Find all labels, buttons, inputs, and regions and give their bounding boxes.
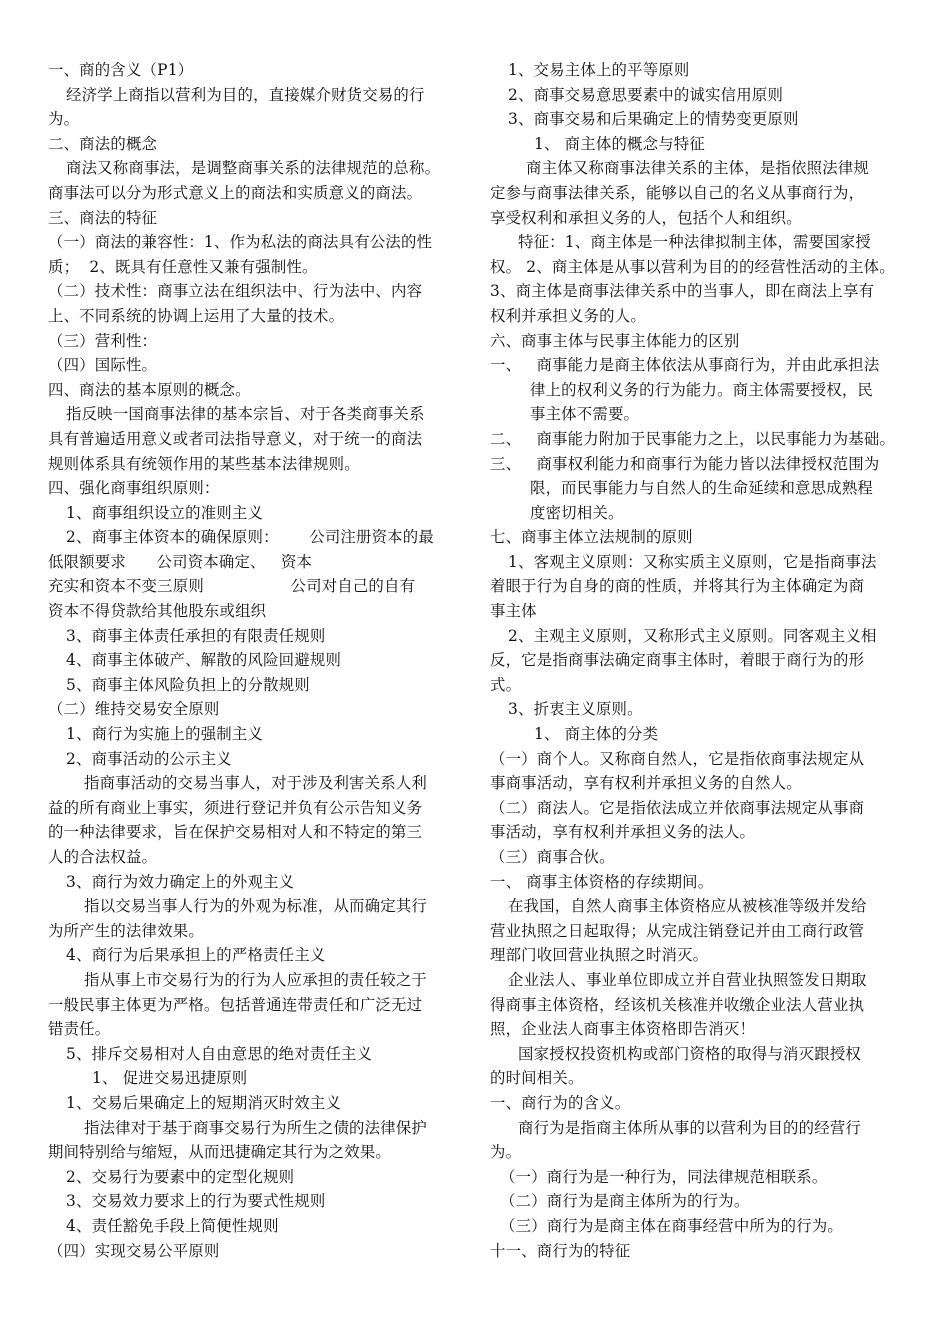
text-line: （一）商行为是一种行为，同法律规范相联系。 bbox=[500, 1167, 828, 1186]
text-line: 二、商法的概念 bbox=[48, 134, 158, 153]
text-line: 商主体又称商事法律关系的主体，是指依照法律规 bbox=[526, 159, 869, 178]
text-line: 一、商的含义（P1） bbox=[48, 61, 194, 79]
text-line: 四、强化商事组织原则： bbox=[48, 479, 220, 498]
text-line: 照，企业法人商事主体资格即告消灭！ bbox=[490, 1020, 756, 1039]
text-line: 定参与商事法律关系，能够以自己的名义从事商行为， bbox=[490, 183, 865, 202]
text-line: 二、 商事能力附加于民事能力之上，以民事能力为基础。 bbox=[490, 429, 896, 448]
text-line: 2、主观主义原则，又称形式主义原则。同客观主义相 bbox=[508, 626, 877, 645]
text-line: 限，而民事能力与自然人的生命延续和意思成熟程 bbox=[530, 479, 873, 498]
text-line: 享受权利和承担义务的人，包括个人和组织。 bbox=[490, 208, 802, 227]
text-line: 指商事活动的交易当事人，对于涉及利害关系人利 bbox=[84, 774, 427, 793]
text-line: 1、交易后果确定上的短期消灭时效主义 bbox=[66, 1093, 342, 1112]
right-column bbox=[490, 58, 904, 1263]
text-line: 事商事活动，享有权利并承担义务的自然人。 bbox=[490, 774, 802, 793]
text-line: 权利并承担义务的人。 bbox=[490, 306, 646, 325]
text-line: 七、商事主体立法规制的原则 bbox=[490, 528, 693, 547]
text-line: 上、不同系统的协调上运用了大量的技术。 bbox=[48, 306, 345, 325]
text-line: 1、交易主体上的平等原则 bbox=[508, 61, 690, 79]
text-line: 三、商法的特征 bbox=[48, 208, 158, 227]
text-line: 反，它是指商事法确定商事主体时，着眼于商行为的形 bbox=[490, 651, 865, 670]
text-line: 1、 促进交易迅捷原则 bbox=[92, 1069, 248, 1088]
text-line: 三、 商事权利能力和商事行为能力皆以法律授权范围为 bbox=[490, 454, 880, 473]
text-line: 人的合法权益。 bbox=[48, 848, 158, 866]
text-line: 特征：1、商主体是一种法律拟制主体，需要国家授 bbox=[518, 233, 871, 252]
text-line: 律上的权利义务的行为能力。商主体需要授权，民 bbox=[530, 380, 873, 399]
text-line: 经济学上商指以营利为目的，直接媒介财货交易的行 bbox=[66, 85, 425, 104]
text-line: 式。 bbox=[490, 675, 522, 694]
text-line: 质； 2、既具有任意性又兼有强制性。 bbox=[48, 257, 318, 276]
left-column bbox=[48, 58, 462, 1263]
text-line: 1、 商主体的分类 bbox=[534, 725, 659, 744]
text-line: 营业执照之日起取得；从完成注销登记并由工商行政管 bbox=[490, 921, 865, 940]
text-line: 充实和资本不变三原则 公司对自己的自有 bbox=[48, 577, 416, 596]
text-line: 3、商事交易和后果确定上的情势变更原则 bbox=[508, 110, 799, 129]
text-line: 4、商行为后果承担上的严格责任主义 bbox=[66, 946, 326, 965]
text-line: 益的所有商业上事实，须进行登记并负有公示告知义务 bbox=[48, 798, 423, 817]
text-line: 1、商事组织设立的准则主义 bbox=[66, 503, 264, 522]
text-line: 为所产生的法律效果。 bbox=[48, 921, 204, 940]
text-line: 1、客观主义原则：又称实质主义原则，它是指商事法 bbox=[508, 552, 877, 571]
text-line: 低限额要求 公司资本确定、 资本 bbox=[48, 552, 313, 571]
text-line: 期间特别给与缩短，从而迅捷确定其行为之效果。 bbox=[48, 1143, 391, 1162]
text-line: 商事法可以分为形式意义上的商法和实质意义的商法。 bbox=[48, 183, 423, 202]
text-line: 为。 bbox=[48, 110, 80, 129]
text-line: 一、 商事主体资格的存续期间。 bbox=[490, 872, 714, 891]
text-line: 商法又称商事法，是调整商事关系的法律规范的总称。 bbox=[66, 159, 441, 178]
text-line: （二）商行为是商主体所为的行为。 bbox=[500, 1192, 750, 1211]
text-line: 资本不得贷款给其他股东或组织 bbox=[48, 602, 267, 621]
text-line: 事主体 bbox=[490, 602, 537, 621]
text-line: （三）商行为是商主体在商事经营中所为的行为。 bbox=[500, 1216, 843, 1235]
text-line: （二）维持交易安全原则 bbox=[48, 700, 220, 719]
text-line: 规则体系具有统领作用的某些基本法律规则。 bbox=[48, 454, 360, 473]
text-line: 度密切相关。 bbox=[530, 503, 624, 522]
text-line: （三）营利性： bbox=[48, 331, 158, 350]
text-line: 1、 商主体的概念与特征 bbox=[534, 134, 705, 153]
text-line: 2、商事活动的公示主义 bbox=[66, 749, 232, 768]
text-line: （四）国际性。 bbox=[48, 356, 158, 375]
text-line: 一、 商事能力是商主体依法从事商行为，并由此承担法 bbox=[490, 356, 880, 375]
text-line: 3、交易效力要求上的行为要式性规则 bbox=[66, 1192, 326, 1211]
text-line: 一、商行为的含义。 bbox=[490, 1093, 631, 1112]
text-line: （四）实现交易公平原则 bbox=[48, 1241, 220, 1260]
text-line: 权。 2、商主体是从事以营利为目的的经营性活动的主体。 bbox=[490, 257, 895, 276]
text-line: 着眼于行为自身的商的性质，并将其行为主体确定为商 bbox=[490, 577, 865, 596]
text-line: 一般民事主体更为严格。包括普通连带责任和广泛无过 bbox=[48, 995, 423, 1014]
text-line: （二）技术性：商事立法在组织法中、行为法中、内容 bbox=[48, 282, 423, 301]
text-line: 5、排斥交易相对人自由意思的绝对责任主义 bbox=[66, 1044, 373, 1063]
text-line: （三）商事合伙。 bbox=[490, 848, 615, 866]
text-line: 2、交易行为要素中的定型化规则 bbox=[66, 1167, 295, 1186]
text-line: 四、商法的基本原则的概念。 bbox=[48, 380, 251, 399]
text-line: （一）商法的兼容性：1、作为私法的商法具有公法的性 bbox=[48, 233, 433, 252]
text-line: 3、商主体是商事法律关系中的当事人，即在商法上享有 bbox=[490, 282, 875, 301]
text-line: 错责任。 bbox=[48, 1020, 111, 1039]
text-line: 3、商事主体责任承担的有限责任规则 bbox=[66, 626, 326, 645]
text-line: 5、商事主体风险负担上的分散规则 bbox=[66, 675, 310, 694]
text-line: 的时间相关。 bbox=[490, 1069, 584, 1088]
text-line: 得商事主体资格，经该机关核准并收缴企业法人营业执 bbox=[490, 995, 865, 1014]
text-line: 指以交易当事人行为的外观为标准，从而确定其行 bbox=[84, 897, 427, 916]
text-line: 国家授权投资机构或部门资格的取得与消灭跟授权 bbox=[518, 1044, 861, 1063]
text-line: 1、商行为实施上的强制主义 bbox=[66, 725, 264, 744]
text-line: 十一、商行为的特征 bbox=[490, 1241, 631, 1260]
text-line: 在我国，自然人商事主体资格应从被核准等级并发给 bbox=[508, 897, 867, 916]
text-line: 指从事上市交易行为的行为人应承担的责任较之于 bbox=[84, 970, 427, 989]
text-line: 指反映一国商事法律的基本宗旨、对于各类商事关系 bbox=[66, 405, 425, 424]
text-line: （一）商个人。又称商自然人，它是指依商事法规定从 bbox=[490, 749, 865, 768]
text-line: 理部门收回营业执照之时消灭。 bbox=[490, 946, 709, 965]
text-line: 具有普遍适用意义或者司法指导意义，对于统一的商法 bbox=[48, 429, 423, 448]
text-line: （二）商法人。它是指依法成立并依商事法规定从事商 bbox=[490, 798, 865, 817]
text-line: 事主体不需要。 bbox=[530, 405, 640, 424]
text-line: 六、商事主体与民事主体能力的区别 bbox=[490, 331, 740, 350]
text-line: 为。 bbox=[490, 1143, 522, 1162]
text-line: 的一种法律要求，旨在保护交易相对人和不特定的第三 bbox=[48, 823, 423, 842]
text-line: 商行为是指商主体所从事的以营利为目的的经营行 bbox=[518, 1118, 861, 1137]
text-line: 3、折衷主义原则。 bbox=[508, 700, 643, 719]
text-line: 事活动，享有权利并承担义务的法人。 bbox=[490, 823, 756, 842]
text-line: 2、商事交易意思要素中的诚实信用原则 bbox=[508, 85, 784, 104]
text-line: 3、商行为效力确定上的外观主义 bbox=[66, 872, 295, 891]
text-line: 4、责任豁免手段上简便性规则 bbox=[66, 1216, 279, 1235]
text-line: 企业法人、事业单位即成立并自营业执照签发日期取 bbox=[508, 970, 867, 989]
text-line: 2、商事主体资本的确保原则： 公司注册资本的最 bbox=[66, 528, 434, 547]
text-line: 指法律对于基于商事交易行为所生之债的法律保护 bbox=[84, 1118, 427, 1137]
text-line: 4、商事主体破产、解散的风险回避规则 bbox=[66, 651, 342, 670]
